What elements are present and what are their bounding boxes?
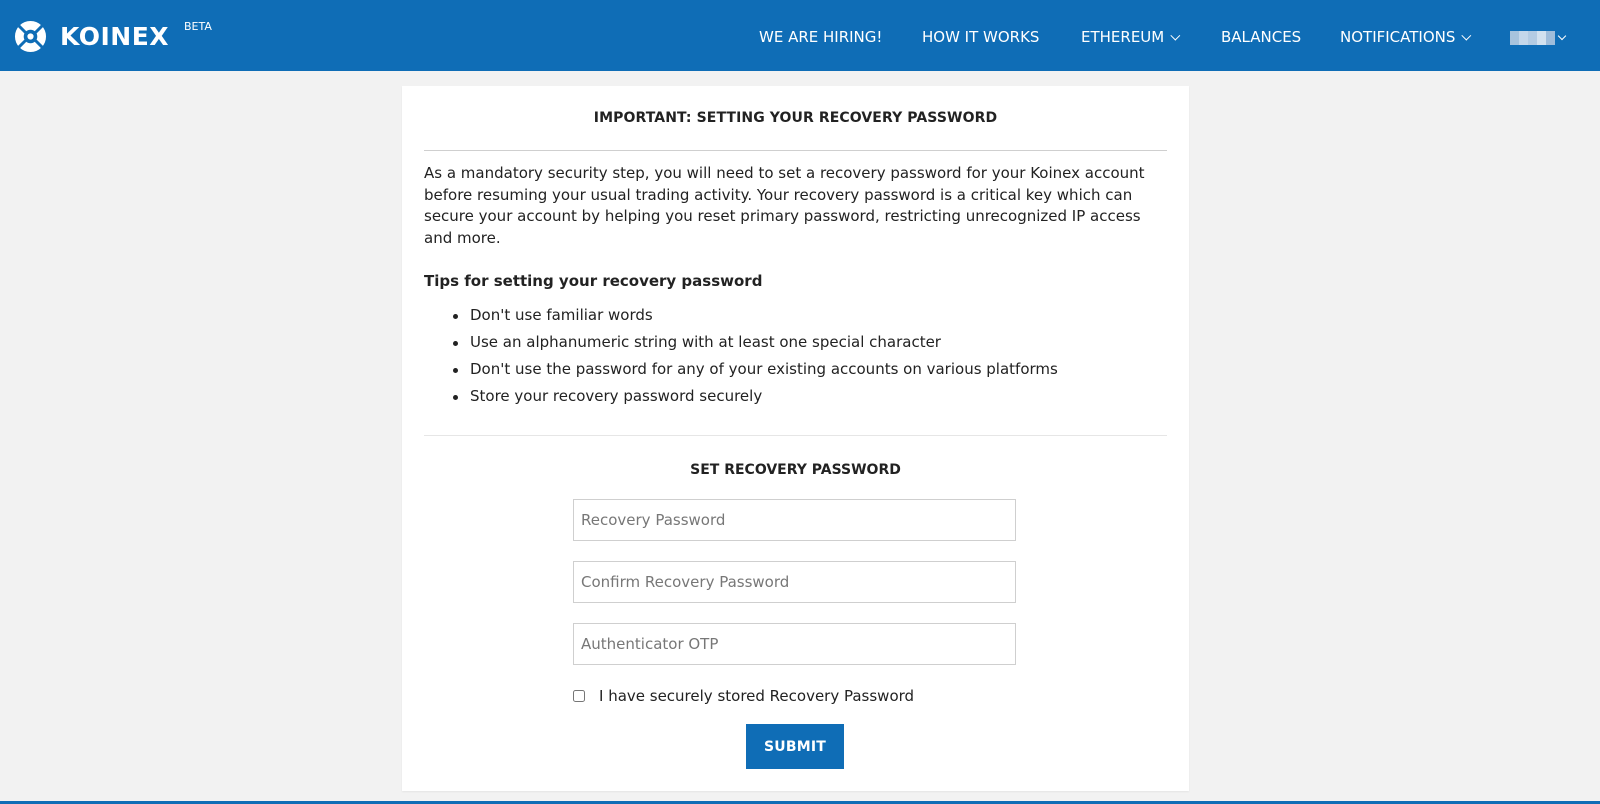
authenticator-otp-input[interactable] <box>573 623 1016 665</box>
nav-balances[interactable] <box>1221 28 1301 46</box>
chevron-down-icon <box>1171 31 1181 41</box>
blur-block <box>1537 31 1546 45</box>
brand-name: KOINEX <box>60 22 170 51</box>
tip-item: Don't use the password for any of your existing accounts on various platforms <box>424 356 1164 383</box>
page-title: IMPORTANT: SETTING YOUR RECOVERY PASSWORD <box>593 110 998 126</box>
recovery-password-input[interactable] <box>573 499 1016 541</box>
intro-paragraph: As a mandatory security step, you will need to set a recovery password for your Koinex account before resuming your usual trading activity. Your recovery password is a critical key which can secure your account by helping you reset primary password, restricting unrecognized IP access and more. <box>424 164 1145 247</box>
nav-notifications[interactable] <box>1340 28 1467 46</box>
blur-block <box>1546 31 1555 45</box>
tip-item: Use an alphanumeric string with at least one special character <box>424 329 1164 356</box>
nav-ethereum[interactable] <box>1081 28 1176 46</box>
recovery-password-card <box>402 86 1189 791</box>
tip-item: Store your recovery password securely <box>424 383 1164 410</box>
submit-button[interactable]: SUBMIT <box>746 724 844 769</box>
chevron-down-icon <box>1462 31 1472 41</box>
nav-we-are-hiring[interactable] <box>759 28 882 46</box>
top-navbar <box>0 0 1600 71</box>
tips-heading: Tips for setting your recovery password <box>424 272 763 290</box>
stored-confirmation-row[interactable] <box>573 686 914 706</box>
divider <box>424 150 1167 151</box>
stored-confirmation-checkbox[interactable] <box>573 690 585 702</box>
nav-label: HOW IT WORKS <box>922 28 1040 46</box>
chevron-down-icon <box>1558 32 1566 40</box>
user-menu-blurred[interactable] <box>1510 31 1555 45</box>
brand[interactable] <box>14 18 212 54</box>
confirm-recovery-password-input[interactable] <box>573 561 1016 603</box>
tip-item: Don't use familiar words <box>424 302 1164 329</box>
checkbox-label: I have securely stored Recovery Password <box>599 687 915 705</box>
nav-how-it-works[interactable] <box>922 28 1039 46</box>
nav-label: BALANCES <box>1221 28 1302 46</box>
nav-label: WE ARE HIRING! <box>759 28 883 46</box>
blur-block <box>1519 31 1528 45</box>
nav-label: ETHEREUM <box>1081 28 1165 46</box>
tips-list <box>424 302 1164 410</box>
blur-block <box>1510 31 1519 45</box>
divider <box>424 435 1167 436</box>
form-title: SET RECOVERY PASSWORD <box>690 462 901 478</box>
blur-block <box>1528 31 1537 45</box>
koinex-logo-icon <box>14 20 47 53</box>
beta-badge: BETA <box>184 20 212 33</box>
nav-label: NOTIFICATIONS <box>1340 28 1456 46</box>
